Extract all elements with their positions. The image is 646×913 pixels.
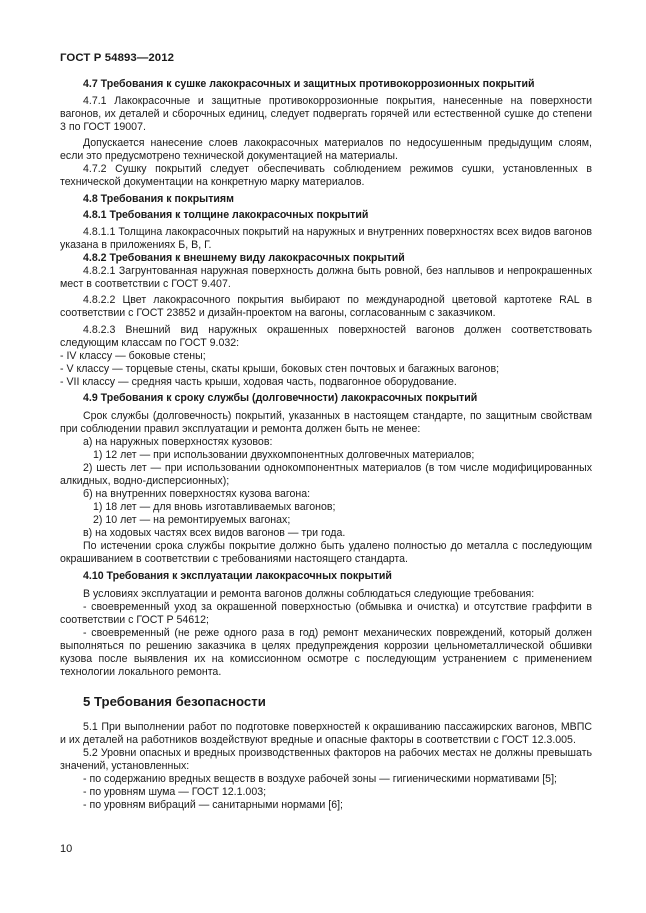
paragraph: 2) шесть лет — при использовании однокомпонентных материалов (в том числе модифицированных алкидных, водно-дисперсионных); bbox=[60, 462, 592, 487]
section-heading: 4.7 Требования к сушке лакокрасочных и защитных противокоррозионных покрытий bbox=[83, 78, 535, 90]
paragraph: в) на ходовых частях всех видов вагонов — три года. bbox=[83, 527, 346, 539]
section-heading: 4.8.2 Требования к внешнему виду лакокрасочных покрытий bbox=[83, 251, 405, 264]
section-heading: 5 Требования безопасности bbox=[83, 693, 266, 709]
paragraph: В условиях эксплуатации и ремонта вагонов должны соблюдаться следующие требования: bbox=[83, 587, 535, 600]
section-heading: 4.8.1 Требования к толщине лакокрасочных покрытий bbox=[83, 209, 369, 221]
paragraph: 5.2 Уровни опасных и вредных производственных факторов на рабочих местах не должны превышать значений, установленных: bbox=[60, 746, 592, 772]
standard-header: ГОСТ Р 54893—2012 bbox=[60, 52, 175, 64]
paragraph: Допускается нанесение слоев лакокрасочных материалов по недосушенным предыдущим слоям, если это предусмотрено технической документацией на материалы. bbox=[60, 137, 592, 162]
paragraph: - V классу — торцевые стены, скаты крыши, боковых стен почтовых и багажных вагонов; bbox=[60, 362, 500, 375]
paragraph: Срок службы (долговечность) покрытий, указанных в настоящем стандарте, по защитным свойствам при соблюдении правил эксплуатации и ремонта должен быть не менее: bbox=[60, 410, 592, 435]
paragraph: - IV классу — боковые стены; bbox=[60, 349, 206, 362]
paragraph: - своевременный (не реже одного раза в год) ремонт механических повреждений, который должен выполняться по решению заказчика в целях предупреждения коррозии цельнометаллической обшивки кузова после выявления их на комиссионном осмотре с последующим устранением с применением технологии локального ремонта. bbox=[60, 626, 592, 678]
paragraph: 4.8.2.3 Внешний вид наружных окрашенных поверхностей вагонов должен соответствовать следующим классам по ГОСТ 9.032: bbox=[60, 323, 592, 349]
paragraph: - своевременный уход за окрашенной поверхностью (обмывка и очистка) и отсутствие граффити в соответствии с ГОСТ Р 54612; bbox=[60, 600, 592, 626]
paragraph: а) на наружных поверхностях кузовов: bbox=[83, 436, 273, 448]
paragraph: 4.8.2.2 Цвет лакокрасочного покрытия выбирают по международной цветовой картотеке RAL в соответствии с ГОСТ 23852 и дизайн-проектом на вагоны, согласованным с заказчиком. bbox=[60, 294, 592, 319]
document-body bbox=[60, 78, 592, 812]
paragraph: - по уровням шума — ГОСТ 12.1.003; bbox=[83, 785, 267, 798]
section-heading: 4.9 Требования к сроку службы (долговечности) лакокрасочных покрытий bbox=[83, 392, 478, 404]
paragraph: По истечении срока службы покрытие должно быть удалено полностью до металла с последующим окрашиванием в соответствии с требованиями настоящего стандарта. bbox=[60, 540, 592, 565]
paragraph: 4.8.2.1 Загрунтованная наружная поверхность должна быть ровной, без наплывов и непрокрашенных мест в соответствии с ГОСТ 9.407. bbox=[60, 264, 592, 290]
paragraph: 2) 10 лет — на ремонтируемых вагонах; bbox=[93, 514, 291, 526]
paragraph: 4.7.2 Сушку покрытий следует обеспечивать соблюдением режимов сушки, установленных в технической документации на конкретную марку материалов. bbox=[60, 163, 592, 188]
paragraph: 1) 18 лет — для вновь изготавливаемых вагонов; bbox=[93, 501, 336, 513]
paragraph: 5.1 При выполнении работ по подготовке поверхностей к окрашиванию пассажирских вагонов, МВПС и их деталей на работников воздействуют вредные и опасные факторы в соответствии с ГОСТ 12.3.005. bbox=[60, 720, 592, 746]
paragraph: 4.7.1 Лакокрасочные и защитные противокоррозионные покрытия, нанесенные на поверхности вагонов, их деталей и сборочных единиц, следует подвергать горячей или естественной сушке до степени 3 по ГОСТ 19007. bbox=[60, 94, 592, 133]
paragraph: - по уровням вибраций — санитарными нормами [6]; bbox=[83, 798, 343, 811]
paragraph: - VII классу — средняя часть крыши, ходовая часть, подвагонное оборудование. bbox=[60, 375, 457, 388]
paragraph: 1) 12 лет — при использовании двухкомпонентных долговечных материалов; bbox=[93, 449, 475, 461]
section-heading: 4.8 Требования к покрытиям bbox=[83, 192, 234, 205]
paragraph: - по содержанию вредных веществ в воздухе рабочей зоны — гигиеническими нормативами [5]; bbox=[83, 772, 557, 785]
paragraph: 4.8.1.1 Толщина лакокрасочных покрытий на наружных и внутренних поверхностях всех видов вагонов указана в приложениях Б, В, Г. bbox=[60, 225, 592, 251]
section-heading: 4.10 Требования к эксплуатации лакокрасочных покрытий bbox=[83, 569, 392, 582]
paragraph: б) на внутренних поверхностях кузова вагона: bbox=[83, 488, 311, 500]
page-number: 10 bbox=[60, 843, 73, 855]
